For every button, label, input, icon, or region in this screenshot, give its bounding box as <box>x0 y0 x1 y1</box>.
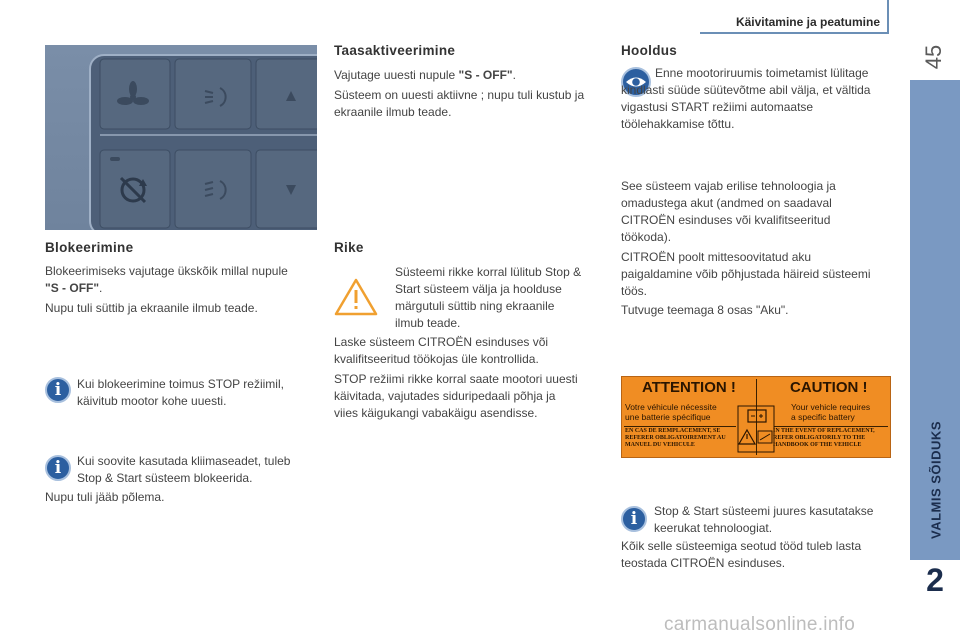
rike-paragraph-1: Laske süsteem CITROËN esinduses või kvalifitseeritud töökojas üle kontrollida. <box>334 335 549 366</box>
taasaktiveerimine-p1-end: . <box>512 68 516 82</box>
rike-paragraph-2: STOP režiimi rikke korral saate mootori uuesti käivitada, vajutades siduripedaali põhja ja viies käigukangi vabakäigu asendisse. <box>334 372 578 420</box>
hooldus-paragraph-4: Kõik selle süsteemiga seotud tööd tuleb lasta teostada CITROËN esinduses. <box>621 539 862 570</box>
warning-triangle-icon <box>334 278 378 316</box>
blokeerimine-p1-end: . <box>99 281 103 295</box>
header-rule <box>700 32 888 34</box>
hooldus-info-note: Stop & Start süsteemi juures kasutatakse keerukat tehnoloogiat. <box>654 504 874 535</box>
sticker-caution: CAUTION ! <box>790 379 868 396</box>
s-off-label: "S - OFF" <box>458 68 513 82</box>
hooldus-eye-note: Enne mootoriruumis toimetamist lülitage kindlasti süüde süütevõtme abil välja, et vältida vigastusi START režiimi automaatse töölehakkamise tõttu. <box>621 66 871 131</box>
info-icon: i <box>621 506 647 532</box>
sticker-attention: ATTENTION ! <box>642 379 736 396</box>
blokeerimine-info-note-2: Kui soovite kasutada kliimaseadet, tuleb Stop & Start süsteem blokeerida. <box>77 454 291 485</box>
hooldus-paragraph-3: Tutvuge teemaga 8 osas "Aku". <box>621 303 789 317</box>
blokeerimine-paragraph-2: Nupu tuli süttib ja ekraanile ilmub teade. <box>45 301 258 315</box>
header-vertical-rule <box>887 0 889 34</box>
blokeerimine-paragraph-1 <box>45 263 300 297</box>
battery-warning-icon <box>737 404 775 454</box>
rike-heading: Rike <box>334 240 364 255</box>
info-icon: i <box>45 455 71 481</box>
taasaktiveerimine-p1-text: Vajutage uuesti nupule <box>334 68 459 82</box>
sticker-fr-line-2: une batterie spécifique <box>625 412 711 422</box>
s-off-label: "S - OFF" <box>45 281 100 295</box>
page-number: 45 <box>921 44 946 70</box>
battery-warning-sticker <box>621 376 891 458</box>
switch-panel-illustration <box>45 45 317 230</box>
hooldus-paragraph-1: See süsteem vajab erilise tehnoloogia ja omadustega akut (andmed on saadaval CITROËN esinduses või kvalifitseeritud töökoda). <box>621 179 836 244</box>
taasaktiveerimine-paragraph-1 <box>334 67 604 84</box>
chapter-number: 2 <box>926 562 944 598</box>
blokeerimine-info-note-1: Kui blokeerimine toimus STOP režiimil, käivitub mootor kohe uuesti. <box>77 377 284 408</box>
sticker-en-line-2: a specific battery <box>791 412 855 422</box>
hooldus-heading: Hooldus <box>621 43 678 58</box>
sticker-rule-left <box>624 426 736 427</box>
switch-panel-photo <box>45 45 317 230</box>
blokeerimine-heading: Blokeerimine <box>45 240 134 255</box>
chapter-label-text: VALMIS SÕIDUKS <box>928 421 944 539</box>
page-header-title: Käivitamine ja peatumine <box>735 15 880 29</box>
sticker-en-line-1: Your vehicle requires <box>791 402 871 412</box>
rike-warning-note: Süsteemi rikke korral lülitub Stop & Start süsteem välja ja hoolduse märgutuli süttib ning ekraanile ilmub teade. <box>395 265 582 330</box>
blokeerimine-paragraph-3: Nupu tuli jääb põlema. <box>45 490 165 504</box>
blokeerimine-p1-text: Blokeerimiseks vajutage ükskõik millal nupule <box>45 264 288 278</box>
chapter-label <box>912 420 960 540</box>
sticker-fr-legal: EN CAS DE REMPLACEMENT, SE REFERER OBLIGATOIREMENT AU MANUEL DU VEHICULE <box>625 428 726 448</box>
info-icon: i <box>45 377 71 403</box>
sticker-en-text <box>791 402 870 422</box>
taasaktiveerimine-paragraph-2: Süsteem on uuesti aktiivne ; nupu tuli kustub ja ekraanile ilmub teade. <box>334 88 585 119</box>
sticker-fr-text <box>625 402 717 422</box>
watermark: carmanualsonline.info <box>664 614 856 635</box>
sticker-fr-line-1: Votre véhicule nécessite <box>625 402 717 412</box>
sticker-en-legal: IN THE EVENT OF REPLACEMENT, REFER OBLIGATORILY TO THE HANDBOOK OF THE VEHICLE <box>773 428 875 448</box>
sticker-rule-right <box>774 426 888 427</box>
hooldus-paragraph-2: CITROËN poolt mittesoovitatud aku paigaldamine võib põhjustada häireid süsteemi töös. <box>621 250 871 298</box>
taasaktiveerimine-heading: Taasaktiveerimine <box>334 43 456 58</box>
